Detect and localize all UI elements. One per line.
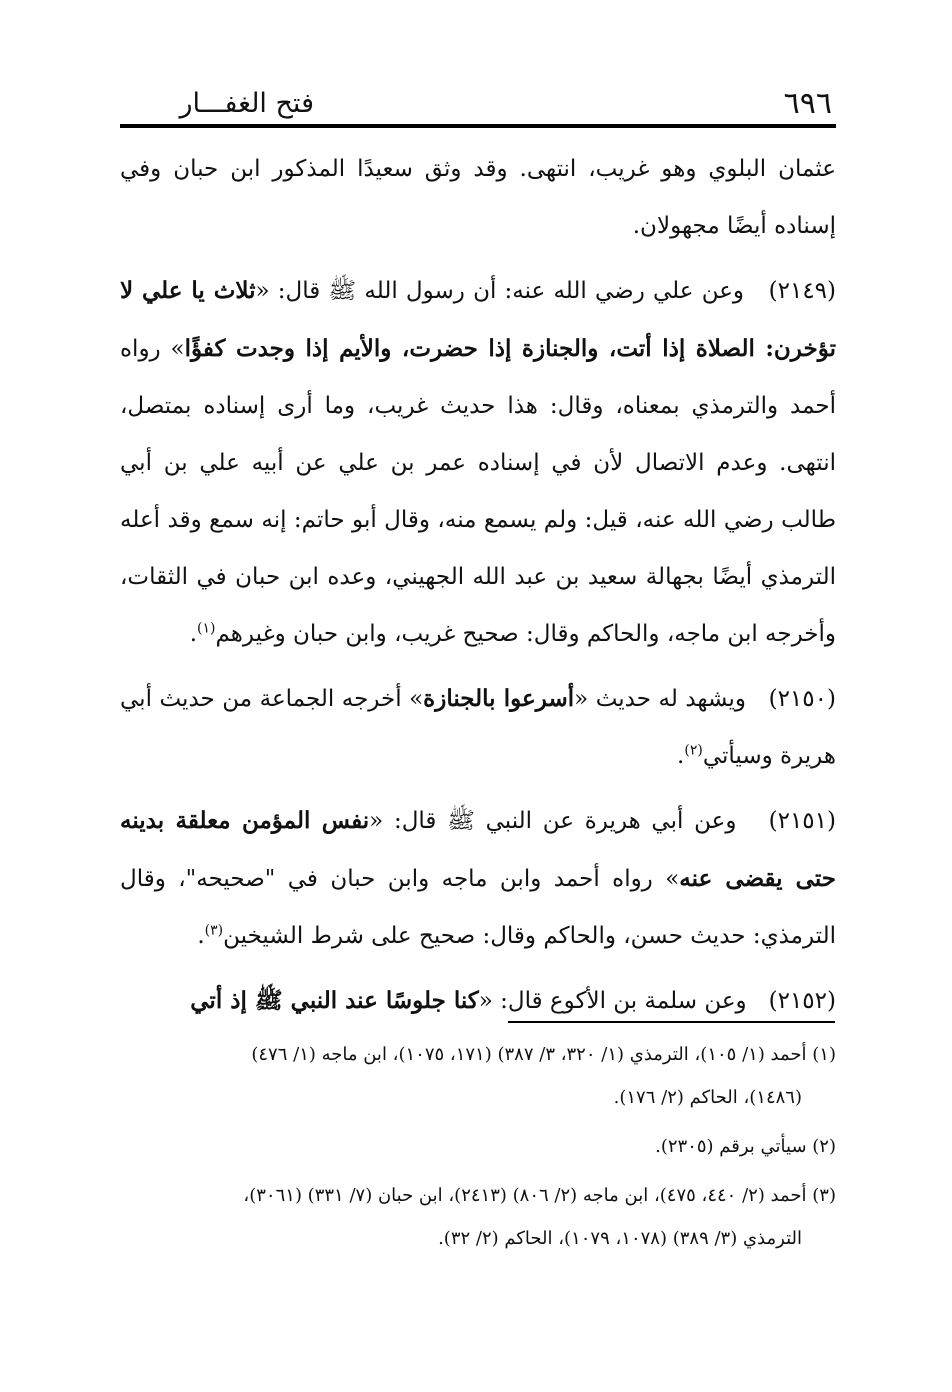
- footnote-ref: (١): [197, 620, 216, 637]
- main-text: [120, 141, 836, 1030]
- hadith-intro: وعن علي رضي الله عنه: أن رسول الله ﷺ قال: «: [255, 278, 745, 304]
- hadith-commentary: » رواه أحمد وابن ماجه وابن حبان في "صحيحه"، وقال الترمذي: حديث حسن، والحاكم وقال: صحيح على شرط الشيخين: [120, 866, 836, 949]
- paragraph-continuation: عثمان البلوي وهو غريب، انتهى. وقد وثق سعيدًا المذكور ابن حبان وفي إسناده أيضًا مجهولان.: [120, 156, 836, 239]
- footnote-3: (٣) أحمد (٢/ ٤٤٠، ٤٧٥)، ابن ماجه (٢/ ٨٠٦) (٢٤١٣)، ابن حبان (٧/ ٣٣١) (٣٠٦١)،: [243, 1185, 836, 1206]
- hadith-commentary: » رواه أحمد والترمذي بمعناه، وقال: هذا حديث غريب، وما أرى إسناده بمتصل، انتهى. وعدم الاتصال لأن في إسناده عمر بن علي عن أبيه علي بن أبي طالب رضي الله عنه، قيل: ولم يسمع منه، وقال أبو حاتم: إنه سمع وقد أعله الترمذي أيضًا بجهالة سعيد بن عبد الله الجهيني، وعده ابن حبان في الثقات، وأخرجه ابن ماجه، والحاكم وقال: صحيح غريب، وابن حبان وغيرهم: [120, 336, 836, 647]
- footnote-1: (١) أحمد (١/ ١٠٥)، الترمذي (١/ ٣٢٠، ٣/ ٣٨٧) (١٧١، ١٠٧٥)، ابن ماجه (١/ ٤٧٦): [251, 1044, 836, 1065]
- hadith-2151: [120, 792, 836, 965]
- hadith-commentary: » أخرجه الجماعة من حديث أبي هريرة وسيأتي: [120, 686, 836, 769]
- sentence-end: .: [189, 621, 198, 647]
- hadith-matn: نفس المؤمن معلقة بدينه حتى يقضى عنه: [120, 807, 837, 892]
- hadith-matn: ثلاث يا علي لا تؤخرن: الصلاة إذا أتت، والجنازة إذا حضرت، والأيم إذا وجدت كفؤًا: [120, 277, 836, 362]
- footnote-2: (٢) سيأتي برقم (٢٣٠٥).: [655, 1136, 836, 1157]
- sentence-end: .: [197, 923, 205, 949]
- hadith-number: (٢١٤٩): [768, 278, 837, 304]
- hadith-number: (٢١٥٠): [768, 686, 836, 712]
- hadith-2149: [120, 262, 836, 663]
- hadith-intro: وعن سلمة بن الأكوع قال: «: [478, 988, 747, 1014]
- hadith-matn: كنا جلوسًا عند النبي ﷺ إذ أتي: [190, 987, 479, 1014]
- page-number: ٦٩٦: [783, 86, 832, 121]
- hadith-2150: [120, 670, 836, 785]
- footnote-rule: [508, 1021, 835, 1023]
- footnote-ref: (٢): [684, 742, 703, 759]
- footnote-1-continued: (١٤٨٦)، الحاكم (٢/ ١٧٦).: [613, 1087, 802, 1108]
- hadith-number: (٢١٥٢): [768, 988, 836, 1014]
- footnote-ref: (٣): [204, 922, 224, 939]
- hadith-intro: ويشهد له حديث «: [574, 686, 747, 712]
- hadith-matn: أسرعوا بالجنازة: [423, 685, 575, 712]
- sentence-end: .: [677, 743, 685, 769]
- header-rule: [120, 124, 836, 128]
- hadith-number: (٢١٥١): [768, 808, 836, 834]
- hadith-intro: وعن أبي هريرة عن النبي ﷺ قال: «: [369, 808, 737, 834]
- running-title: فتح الغفـــار: [179, 88, 314, 119]
- page-header: [122, 84, 834, 124]
- footnote-3-continued: الترمذي (٣/ ٣٨٩) (١٠٧٨، ١٠٧٩)، الحاكم (٢/ ٣٢).: [438, 1228, 802, 1249]
- footnotes: [120, 1033, 836, 1260]
